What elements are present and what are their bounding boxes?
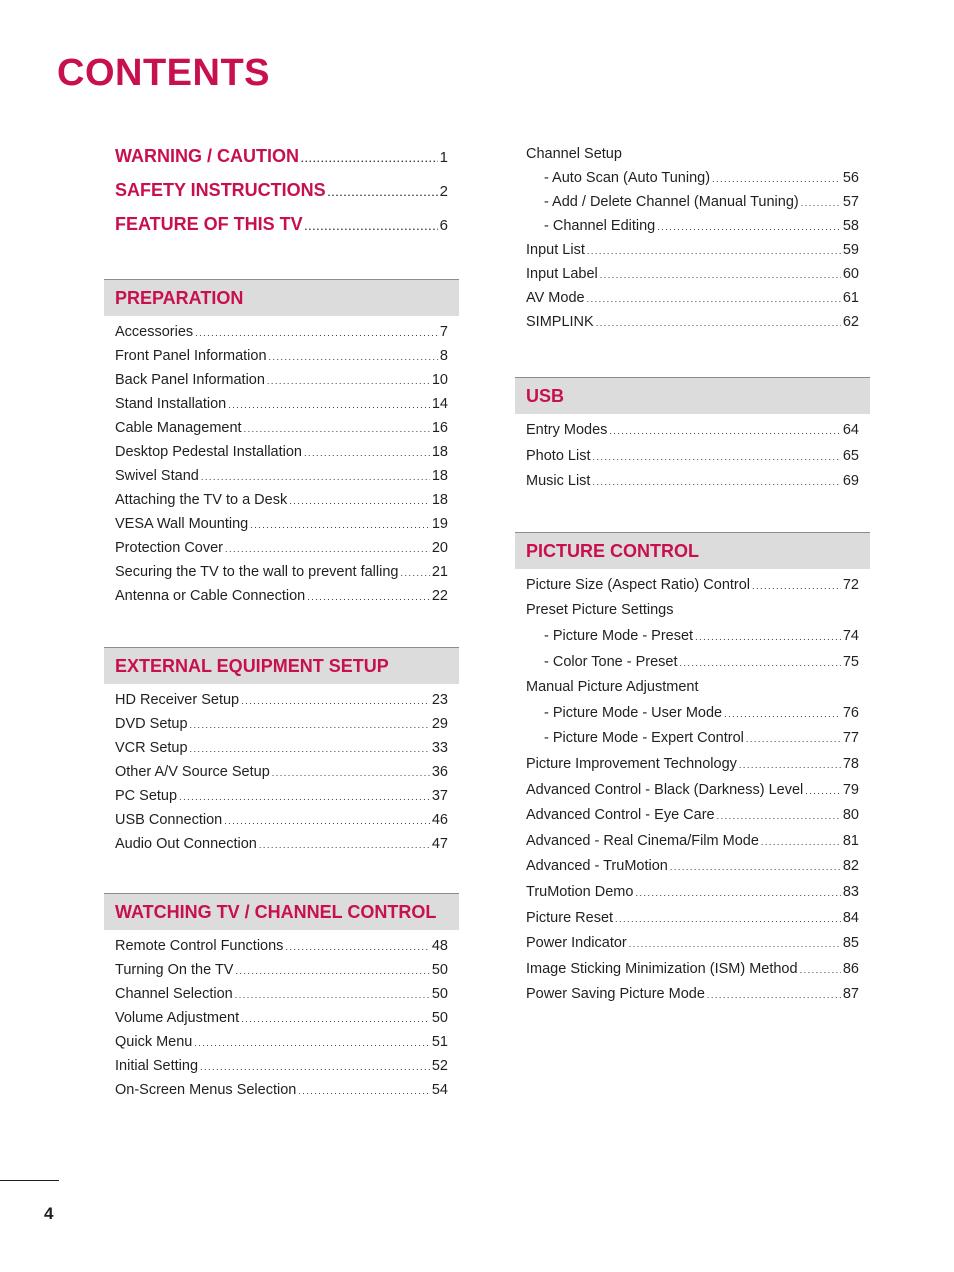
- section-entries: [104, 930, 459, 1106]
- section-entries: [515, 569, 870, 1012]
- leader-dots: [224, 816, 430, 826]
- toc-entry[interactable]: Channel Selection ..... 50: [115, 986, 448, 1010]
- toc-entry[interactable]: Picture Improvement Technology ..... 78: [526, 756, 859, 782]
- toc-entry[interactable]: DVD Setup ..... 29: [115, 716, 448, 740]
- leader-dots: [305, 222, 438, 232]
- toc-entry[interactable]: Other A/V Source Setup ..... 36: [115, 764, 448, 788]
- toc-entry[interactable]: Protection Cover ..... 20: [115, 540, 448, 564]
- footer-rule: [0, 1180, 59, 1181]
- leader-dots: [657, 222, 841, 232]
- toc-entry-safety[interactable]: SAFETY INSTRUCTIONS ..... 2: [115, 180, 448, 214]
- leader-dots: [267, 376, 430, 386]
- section-heading: PREPARATION: [104, 279, 459, 316]
- toc-entry[interactable]: - Channel Editing ..... 58: [526, 218, 859, 242]
- leader-dots: [670, 862, 841, 872]
- leader-dots: [328, 188, 438, 198]
- leader-dots: [301, 154, 438, 164]
- toc-entry[interactable]: - Color Tone - Preset ..... 75: [526, 654, 859, 680]
- toc-entry[interactable]: Power Saving Picture Mode ..... 87: [526, 986, 859, 1012]
- toc-entry[interactable]: HD Receiver Setup ..... 23: [115, 692, 448, 716]
- leader-dots: [244, 424, 430, 434]
- leader-dots: [587, 294, 841, 304]
- toc-entry[interactable]: Input Label ..... 60: [526, 266, 859, 290]
- section-heading: WATCHING TV / CHANNEL CONTROL: [104, 893, 459, 930]
- section-entries: [515, 414, 870, 499]
- toc-entry[interactable]: Stand Installation ..... 14: [115, 396, 448, 420]
- leader-dots: [400, 568, 429, 578]
- leader-dots: [241, 696, 430, 706]
- leader-dots: [629, 939, 841, 949]
- section-entries: [104, 316, 459, 612]
- toc-entry[interactable]: Quick Menu ..... 51: [115, 1034, 448, 1058]
- leader-dots: [228, 400, 430, 410]
- leader-dots: [609, 426, 840, 436]
- toc-entry[interactable]: Turning On the TV ..... 50: [115, 962, 448, 986]
- toc-entry[interactable]: Front Panel Information ..... 8: [115, 348, 448, 372]
- toc-entry[interactable]: Photo List ..... 65: [526, 448, 859, 474]
- leader-dots: [739, 760, 841, 770]
- page-title: CONTENTS: [57, 52, 270, 94]
- toc-entry[interactable]: Cable Management ..... 16: [115, 420, 448, 444]
- toc-entry[interactable]: PC Setup ..... 37: [115, 788, 448, 812]
- leader-dots: [717, 811, 841, 821]
- leader-dots: [805, 786, 841, 796]
- toc-entry[interactable]: - Picture Mode - Expert Control ..... 77: [526, 730, 859, 756]
- leader-dots: [259, 840, 430, 850]
- toc-entry[interactable]: TruMotion Demo ..... 83: [526, 884, 859, 910]
- leader-dots: [250, 520, 430, 530]
- section-external-equipment: [104, 647, 459, 860]
- toc-entry[interactable]: Advanced - TruMotion ..... 82: [526, 858, 859, 884]
- toc-entry[interactable]: Picture Size (Aspect Ratio) Control ..... 72: [526, 577, 859, 603]
- leader-dots: [592, 477, 840, 487]
- leader-dots: [272, 768, 430, 778]
- toc-entry[interactable]: Swivel Stand ..... 18: [115, 468, 448, 492]
- section-preparation: [104, 279, 459, 612]
- section-heading: PICTURE CONTROL: [515, 532, 870, 569]
- toc-entry[interactable]: USB Connection ..... 46: [115, 812, 448, 836]
- toc-entry[interactable]: SIMPLINK ..... 62: [526, 314, 859, 338]
- toc-entry[interactable]: Initial Setting ..... 52: [115, 1058, 448, 1082]
- leader-dots: [235, 990, 430, 1000]
- toc-entry[interactable]: Power Indicator ..... 85: [526, 935, 859, 961]
- leader-dots: [596, 318, 841, 328]
- toc-entry[interactable]: Advanced Control - Black (Darkness) Level ..... 79: [526, 782, 859, 808]
- leader-dots: [241, 1014, 430, 1024]
- leader-dots: [680, 658, 841, 668]
- leader-dots: [269, 352, 438, 362]
- toc-entry[interactable]: AV Mode ..... 61: [526, 290, 859, 314]
- toc-entry-feature[interactable]: FEATURE OF THIS TV ..... 6: [115, 214, 448, 248]
- toc-entry[interactable]: Desktop Pedestal Installation ..... 18: [115, 444, 448, 468]
- leader-dots: [724, 709, 841, 719]
- toc-entry[interactable]: - Add / Delete Channel (Manual Tuning) ..... 57: [526, 194, 859, 218]
- toc-right-column: [515, 146, 870, 1012]
- page-number: 4: [44, 1204, 54, 1223]
- leader-dots: [307, 592, 430, 602]
- toc-entry[interactable]: Entry Modes ..... 64: [526, 422, 859, 448]
- toc-entry[interactable]: Music List ..... 69: [526, 473, 859, 499]
- leader-dots: [615, 914, 841, 924]
- leader-dots: [593, 452, 841, 462]
- leader-dots: [298, 1086, 430, 1096]
- leader-dots: [801, 198, 841, 208]
- toc-entry[interactable]: Picture Reset ..... 84: [526, 910, 859, 936]
- leader-dots: [194, 1038, 429, 1048]
- leader-dots: [304, 448, 430, 458]
- leader-dots: [800, 965, 841, 975]
- leader-dots: [761, 837, 841, 847]
- section-heading: USB: [515, 377, 870, 414]
- leader-dots: [752, 581, 841, 591]
- leader-dots: [587, 246, 841, 256]
- leader-dots: [635, 888, 840, 898]
- channel-setup-entries: [515, 146, 870, 338]
- toc-entry[interactable]: Volume Adjustment ..... 50: [115, 1010, 448, 1034]
- section-usb: [515, 377, 870, 499]
- section-picture-control: [515, 532, 870, 1012]
- toc-entry[interactable]: Remote Control Functions ..... 48: [115, 938, 448, 962]
- leader-dots: [746, 734, 841, 744]
- toc-entry[interactable]: VCR Setup ..... 33: [115, 740, 448, 764]
- toc-entry[interactable]: Advanced Control - Eye Care ..... 80: [526, 807, 859, 833]
- toc-entry-warning[interactable]: WARNING / CAUTION ..... 1: [115, 146, 448, 180]
- toc-entry[interactable]: Attaching the TV to a Desk ..... 18: [115, 492, 448, 516]
- toc-subheading: Channel Setup: [526, 146, 622, 162]
- leader-dots: [712, 174, 841, 184]
- section-entries: [104, 684, 459, 860]
- leader-dots: [600, 270, 841, 280]
- toc-entry[interactable]: - Picture Mode - User Mode ..... 76: [526, 705, 859, 731]
- leader-dots: [235, 966, 429, 976]
- toc-entry[interactable]: Image Sticking Minimization (ISM) Method ..... 86: [526, 961, 859, 987]
- leader-dots: [285, 942, 429, 952]
- toc-entry[interactable]: Advanced - Real Cinema/Film Mode ..... 81: [526, 833, 859, 859]
- toc-top-entries: [104, 146, 459, 248]
- leader-dots: [225, 544, 430, 554]
- section-heading: EXTERNAL EQUIPMENT SETUP: [104, 647, 459, 684]
- toc-entry[interactable]: Securing the TV to the wall to prevent falling ..... 21: [115, 564, 448, 588]
- leader-dots: [200, 1062, 430, 1072]
- leader-dots: [289, 496, 430, 506]
- toc-subheading: Preset Picture Settings: [526, 602, 674, 619]
- section-watching-tv: [104, 893, 459, 1106]
- toc-entry[interactable]: Accessories ..... 7: [115, 324, 448, 348]
- leader-dots: [179, 792, 430, 802]
- leader-dots: [707, 990, 841, 1000]
- toc-entry[interactable]: - Picture Mode - Preset ..... 74: [526, 628, 859, 654]
- toc-entry[interactable]: Input List ..... 59: [526, 242, 859, 266]
- toc-entry[interactable]: Audio Out Connection ..... 47: [115, 836, 448, 860]
- toc-entry[interactable]: VESA Wall Mounting ..... 19: [115, 516, 448, 540]
- toc-left-column: [104, 146, 459, 1106]
- leader-dots: [190, 744, 430, 754]
- toc-entry[interactable]: Antenna or Cable Connection ..... 22: [115, 588, 448, 612]
- toc-subheading: Manual Picture Adjustment: [526, 679, 699, 696]
- toc-entry[interactable]: On-Screen Menus Selection ..... 54: [115, 1082, 448, 1106]
- leader-dots: [190, 720, 430, 730]
- toc-entry[interactable]: Back Panel Information ..... 10: [115, 372, 448, 396]
- leader-dots: [195, 328, 438, 338]
- leader-dots: [695, 632, 841, 642]
- toc-entry[interactable]: - Auto Scan (Auto Tuning) ..... 56: [526, 170, 859, 194]
- leader-dots: [201, 472, 430, 482]
